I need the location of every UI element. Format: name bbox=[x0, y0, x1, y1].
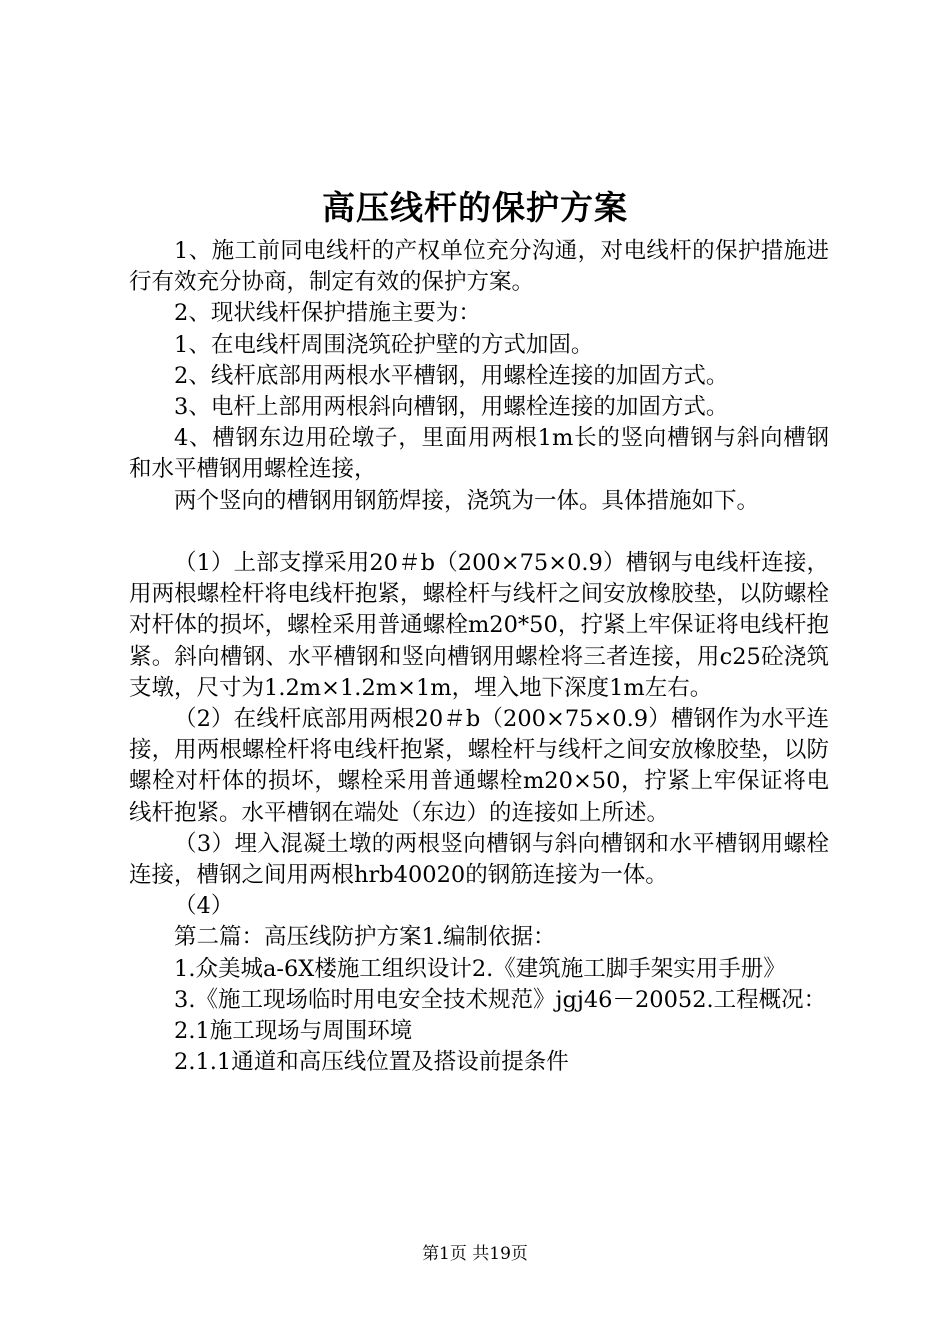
paragraph-7: 两个竖向的槽钢用钢筋焊接，浇筑为一体。具体措施如下。 bbox=[174, 487, 760, 514]
paragraph-6: 4、槽钢东边用砼墩子，里面用两根1m长的竖向槽钢与斜向槽钢和水平槽钢用螺栓连接， bbox=[129, 425, 829, 483]
document-title: 高压线杆的保护方案 bbox=[322, 188, 628, 227]
paragraph-9: （2）在线杆底部用两根20＃b（200×75×0.9）槽钢作为水平连接，用两根螺栓杆将电线杆抱紧，螺栓杆与线杆之间安放橡胶垫，以防螺栓对杆体的损坏，螺栓采用普通螺栓m20×50，拧紧上牢保证将电线杆抱紧。水平槽钢在端处（东边）的连接如上所述。 bbox=[129, 706, 829, 826]
paragraph-11: （4） bbox=[174, 893, 234, 920]
document-body bbox=[129, 236, 829, 1078]
blank-line bbox=[129, 517, 829, 548]
paragraph-14: 3.《施工现场临时用电安全技术规范》jgj46－20052.工程概况： bbox=[174, 986, 827, 1013]
paragraph-12: 第二篇：高压线防护方案1.编制依据： bbox=[174, 924, 556, 951]
paragraph-16: 2.1.1通道和高压线位置及搭设前提条件 bbox=[174, 1049, 569, 1076]
paragraph-2: 2、现状线杆保护措施主要为： bbox=[174, 300, 481, 327]
page-number-footer: 第1页 共19页 bbox=[422, 1244, 528, 1264]
paragraph-1: 1、施工前同电线杆的产权单位充分沟通，对电线杆的保护措施进行有效充分协商，制定有效的保护方案。 bbox=[129, 238, 829, 296]
paragraph-3: 1、在电线杆周围浇筑砼护壁的方式加固。 bbox=[174, 331, 594, 358]
paragraph-15: 2.1施工现场与周围环境 bbox=[174, 1018, 413, 1045]
paragraph-4: 2、线杆底部用两根水平槽钢，用螺栓连接的加固方式。 bbox=[174, 362, 729, 389]
paragraph-10: （3）埋入混凝土墩的两根竖向槽钢与斜向槽钢和水平槽钢用螺栓连接，槽钢之间用两根hrb40020的钢筋连接为一体。 bbox=[129, 830, 829, 889]
paragraph-5: 3、电杆上部用两根斜向槽钢，用螺栓连接的加固方式。 bbox=[174, 394, 729, 421]
paragraph-8: （1）上部支撑采用20＃b（200×75×0.9）槽钢与电线杆连接，用两根螺栓杆将电线杆抱紧，螺栓杆与线杆之间安放橡胶垫，以防螺栓对杆体的损坏，螺栓采用普通螺栓m20*50，拧紧上牢保证将电线杆抱紧。斜向槽钢、水平槽钢和竖向槽钢用螺栓将三者连接，用c25砼浇筑支墩，尺寸为1.2m×1.2m×1m，埋入地下深度1m左右。 bbox=[129, 550, 829, 701]
paragraph-13: 1.众美城a-6X楼施工组织设计2.《建筑施工脚手架实用手册》 bbox=[174, 955, 786, 982]
